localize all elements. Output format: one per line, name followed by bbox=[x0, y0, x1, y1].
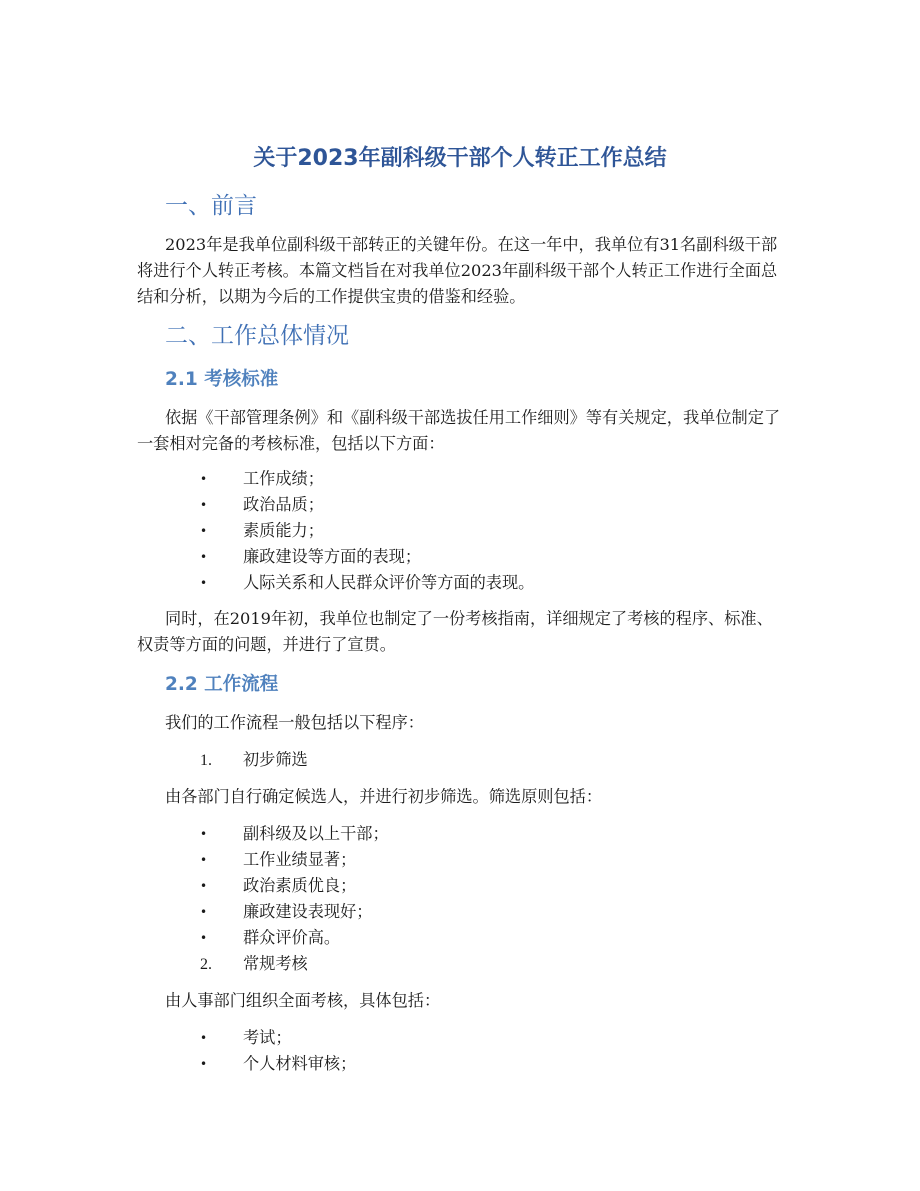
list-item: • 廉政建设表现好； bbox=[200, 899, 373, 925]
section-heading-preface: 一、前言 bbox=[165, 193, 257, 219]
list-item: • 廉政建设等方面的表现； bbox=[200, 544, 421, 570]
bullet-icon: • bbox=[200, 853, 208, 867]
step-2-description: 由人事部门组织全面考核，具体包括： bbox=[165, 991, 441, 1010]
list-item: • 群众评价高。 bbox=[200, 925, 340, 951]
step-1-label: 初步筛选 bbox=[243, 750, 308, 769]
preface-paragraph: 2023年是我单位副科级干部转正的关键年份。在这一年中，我单位有31名副科级干部将进行个人转正考核。本篇文档旨在对我单位2023年副科级干部个人转正工作进行全面总结和分析，以期为今后的工作提供宝贵的借鉴和经验。 bbox=[137, 235, 778, 306]
bullet-icon: • bbox=[200, 524, 208, 538]
bullet-icon: • bbox=[200, 576, 208, 590]
process-intro-paragraph: 我们的工作流程一般包括以下程序： bbox=[165, 713, 424, 732]
document-title: 关于2023年副科级干部个人转正工作总结 bbox=[253, 146, 667, 171]
list-item: • 个人材料审核； bbox=[200, 1051, 356, 1077]
bullet-icon: • bbox=[200, 550, 208, 564]
subsection-heading-standards: 2.1 考核标准 bbox=[165, 369, 279, 390]
numbered-item-step-2 bbox=[200, 951, 308, 978]
bullet-icon: • bbox=[200, 498, 208, 512]
standards-intro-paragraph: 依据《干部管理条例》和《副科级干部选拔任用工作细则》等有关规定，我单位制定了一套相对完备的考核标准，包括以下方面： bbox=[137, 408, 781, 453]
list-item: • 人际关系和人民群众评价等方面的表现。 bbox=[200, 570, 534, 596]
subsection-heading-process: 2.2 工作流程 bbox=[165, 674, 279, 695]
list-item: • 工作业绩显著； bbox=[200, 847, 356, 873]
step-1-description: 由各部门自行确定候选人，并进行初步筛选。筛选原则包括： bbox=[165, 787, 603, 806]
step-1-number: 1. bbox=[200, 752, 212, 769]
bullet-icon: • bbox=[200, 1057, 208, 1071]
step-2-label: 常规考核 bbox=[243, 954, 308, 973]
list-item: • 考试； bbox=[200, 1025, 292, 1051]
list-item: • 素质能力； bbox=[200, 518, 324, 544]
bullet-icon: • bbox=[200, 1031, 208, 1045]
bullet-icon: • bbox=[200, 827, 208, 841]
numbered-item-step-1 bbox=[200, 747, 308, 774]
list-item: • 副科级及以上干部； bbox=[200, 821, 389, 847]
standards-closing-paragraph: 同时，在2019年初，我单位也制定了一份考核指南，详细规定了考核的程序、标准、权责等方面的问题，并进行了宣贯。 bbox=[137, 609, 773, 654]
list-item: • 政治素质优良； bbox=[200, 873, 356, 899]
bullet-icon: • bbox=[200, 931, 208, 945]
list-item: • 政治品质； bbox=[200, 492, 324, 518]
list-item: • 工作成绩； bbox=[200, 466, 324, 492]
bullet-icon: • bbox=[200, 472, 208, 486]
section-heading-overview: 二、工作总体情况 bbox=[165, 323, 349, 349]
bullet-icon: • bbox=[200, 879, 208, 893]
step-2-number: 2. bbox=[200, 956, 212, 973]
bullet-icon: • bbox=[200, 905, 208, 919]
